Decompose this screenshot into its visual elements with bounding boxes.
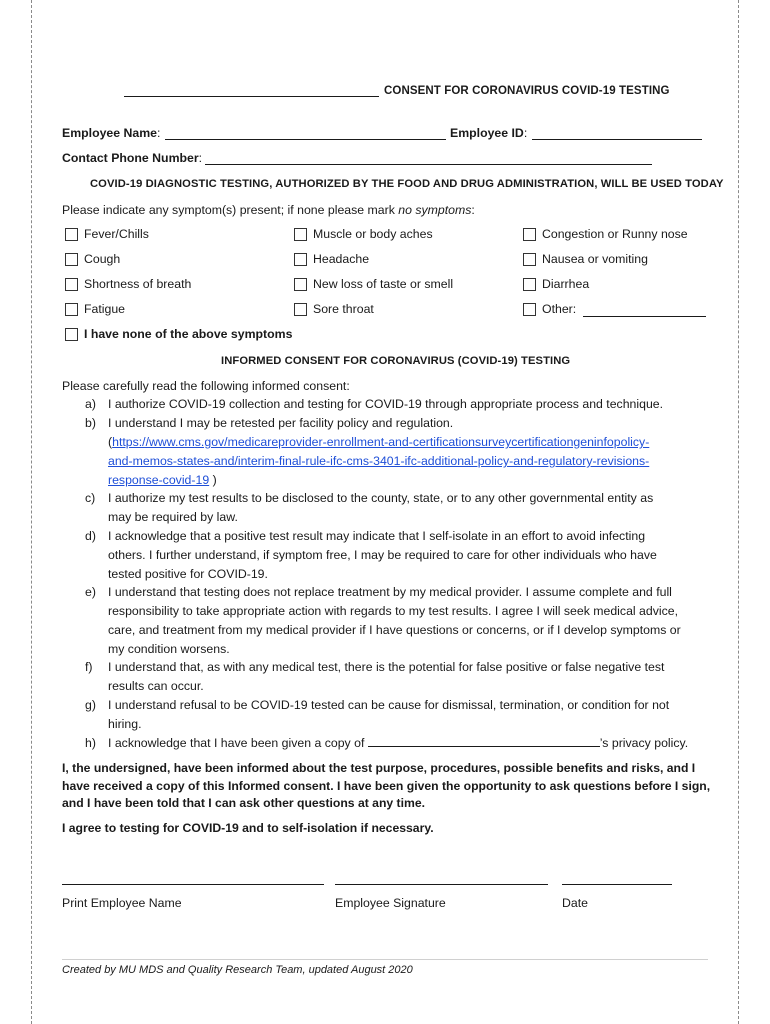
checkbox-fatigue[interactable] — [65, 303, 78, 316]
item-h-letter: h) — [85, 736, 96, 750]
page-border-right — [738, 0, 739, 1024]
footer-note: Created by MU MDS and Quality Research Team, updated August 2020 — [62, 964, 413, 976]
date-field[interactable] — [562, 884, 672, 885]
footer-divider — [62, 959, 708, 960]
item-h-text — [108, 734, 688, 753]
undersigned-line: and I have been told that I can ask other questions at any time. — [62, 796, 426, 810]
item-a-letter: a) — [85, 397, 96, 411]
symptom-instructions — [62, 203, 475, 217]
item-b-line: I understand I may be retested per facility policy and regulation. — [108, 416, 454, 430]
undersigned-statement — [62, 760, 710, 813]
checkbox-fever-chills[interactable] — [65, 228, 78, 241]
item-d-line: I acknowledge that a positive test result may indicate that I self-isolate in an effort to avoid infecting — [108, 529, 646, 543]
label-nausea: Nausea or vomiting — [542, 252, 648, 266]
item-f-text — [108, 658, 664, 696]
checkbox-congestion[interactable] — [523, 228, 536, 241]
label-diarrhea: Diarrhea — [542, 277, 590, 291]
item-d-line: tested positive for COVID-19. — [108, 567, 268, 581]
other-symptom-field[interactable] — [583, 316, 706, 317]
signature-label: Employee Signature — [335, 896, 446, 910]
instructions-emphasis: no symptoms — [398, 203, 472, 217]
item-c-letter: c) — [85, 491, 96, 505]
label-cough: Cough — [84, 252, 121, 266]
checkbox-cough[interactable] — [65, 253, 78, 266]
item-f-line: results can occur. — [108, 679, 204, 693]
item-e-line: care, and treatment from my medical provider if I have questions or concerns, or if I develop symptoms or — [108, 623, 681, 637]
item-b-close-paren: ) — [209, 473, 217, 487]
item-e-letter: e) — [85, 585, 96, 599]
item-g-line: I understand refusal to be COVID-19 tested can be cause for dismissal, termination, or condition for not — [108, 698, 670, 712]
page-border-left — [31, 0, 32, 1024]
item-b-link-line-1 — [108, 433, 649, 452]
item-f-letter: f) — [85, 660, 93, 674]
item-a-text — [108, 395, 663, 414]
label-muscle-body-aches: Muscle or body aches — [313, 227, 433, 241]
date-label: Date — [562, 896, 588, 910]
checkbox-sore-throat[interactable] — [294, 303, 307, 316]
employee-name-row: Employee Name: — [62, 126, 161, 140]
label-sore-throat: Sore throat — [313, 302, 374, 316]
instructions-suffix: : — [471, 203, 475, 217]
label-loss-taste-smell: New loss of taste or smell — [313, 277, 454, 291]
print-name-field[interactable] — [62, 884, 324, 885]
checkbox-headache[interactable] — [294, 253, 307, 266]
checkbox-no-symptoms[interactable] — [65, 328, 78, 341]
cms-link-part-2[interactable]: and-memos-states-and/interim-final-rule-ifc-cms-3401-ifc-additional-policy-and-regulatory-revisions- — [108, 454, 650, 468]
privacy-policy-org-field[interactable] — [368, 745, 600, 747]
item-b-text — [108, 414, 649, 490]
employee-id-row: Employee ID: — [450, 126, 528, 140]
label-fatigue: Fatigue — [84, 302, 126, 316]
label-no-symptoms: I have none of the above symptoms — [84, 327, 293, 341]
checkbox-shortness-of-breath[interactable] — [65, 278, 78, 291]
checkbox-diarrhea[interactable] — [523, 278, 536, 291]
item-a-line: I authorize COVID-19 collection and testing for COVID-19 through appropriate process and technique. — [108, 397, 664, 411]
agree-statement: I agree to testing for COVID-19 and to self-isolation if necessary. — [62, 821, 434, 835]
item-e-line: I understand that testing does not replace treatment by my medical provider. I assume complete and full — [108, 585, 672, 599]
item-e-line: responsibility to take appropriate action with regards to my test results. I agree I will seek medical advice, — [108, 604, 679, 618]
phone-label: Contact Phone Number — [62, 151, 199, 165]
cms-link-part-3[interactable]: response-covid-19 — [108, 473, 210, 487]
label-headache: Headache — [313, 252, 370, 266]
consent-intro: Please carefully read the following informed consent: — [62, 379, 350, 393]
employee-id-label: Employee ID — [450, 126, 524, 140]
label-congestion: Congestion or Runny nose — [542, 227, 688, 241]
label-shortness-of-breath: Shortness of breath — [84, 277, 192, 291]
cms-link-part-1[interactable]: https://www.cms.gov/medicareprovider-enrollment-and-certificationsurveycertificationgeninfopolicy- — [112, 435, 650, 449]
employee-name-field[interactable] — [165, 139, 446, 140]
checkbox-other[interactable] — [523, 303, 536, 316]
item-g-line: hiring. — [108, 717, 142, 731]
signature-field[interactable] — [335, 884, 548, 885]
diagnostic-heading: COVID-19 DIAGNOSTIC TESTING, AUTHORIZED BY THE FOOD AND DRUG ADMINISTRATION, WILL BE USED TODAY — [90, 178, 724, 190]
undersigned-line: I, the undersigned, have been informed about the test purpose, procedures, possible benefits and risks, and I — [62, 761, 696, 775]
employee-name-label: Employee Name — [62, 126, 158, 140]
item-d-line: others. I further understand, if symptom free, I may be required to care for other individuals who have — [108, 548, 657, 562]
item-d-letter: d) — [85, 529, 96, 543]
item-g-text — [108, 696, 669, 734]
instructions-prefix: Please indicate any symptom(s) present; if none please mark — [62, 203, 395, 217]
item-b-open-paren: ( — [108, 435, 113, 449]
checkbox-muscle-body-aches[interactable] — [294, 228, 307, 241]
checkbox-nausea[interactable] — [523, 253, 536, 266]
consent-heading: INFORMED CONSENT FOR CORONAVIRUS (COVID-19) TESTING — [221, 355, 571, 367]
item-e-text — [108, 583, 681, 659]
item-e-line: my condition worsens. — [108, 642, 230, 656]
label-other: Other: — [542, 302, 577, 316]
item-h-prefix: I acknowledge that I have been given a copy of — [108, 736, 365, 750]
phone-row: Contact Phone Number: — [62, 151, 203, 165]
undersigned-line: have received a copy of this Informed consent. I have been given the opportunity to ask questions before I sign, — [62, 778, 711, 793]
item-h-suffix: ’s privacy policy. — [599, 736, 689, 750]
print-name-label: Print Employee Name — [62, 896, 182, 910]
phone-field[interactable] — [205, 164, 652, 165]
item-f-line: I understand that, as with any medical test, there is the potential for false positive or false negative test — [108, 660, 665, 674]
item-g-letter: g) — [85, 698, 96, 712]
employee-id-field[interactable] — [532, 139, 702, 140]
item-c-line: may be required by law. — [108, 510, 238, 524]
item-c-line: I authorize my test results to be disclosed to the county, state, or to any other governmental entity as — [108, 491, 654, 505]
checkbox-loss-taste-smell[interactable] — [294, 278, 307, 291]
label-fever-chills: Fever/Chills — [84, 227, 149, 241]
page-title: CONSENT FOR CORONAVIRUS COVID-19 TESTING — [384, 85, 670, 97]
item-c-text — [108, 489, 653, 527]
item-b-letter: b) — [85, 416, 96, 430]
item-d-text — [108, 527, 657, 584]
organization-blank-line[interactable] — [124, 96, 379, 97]
